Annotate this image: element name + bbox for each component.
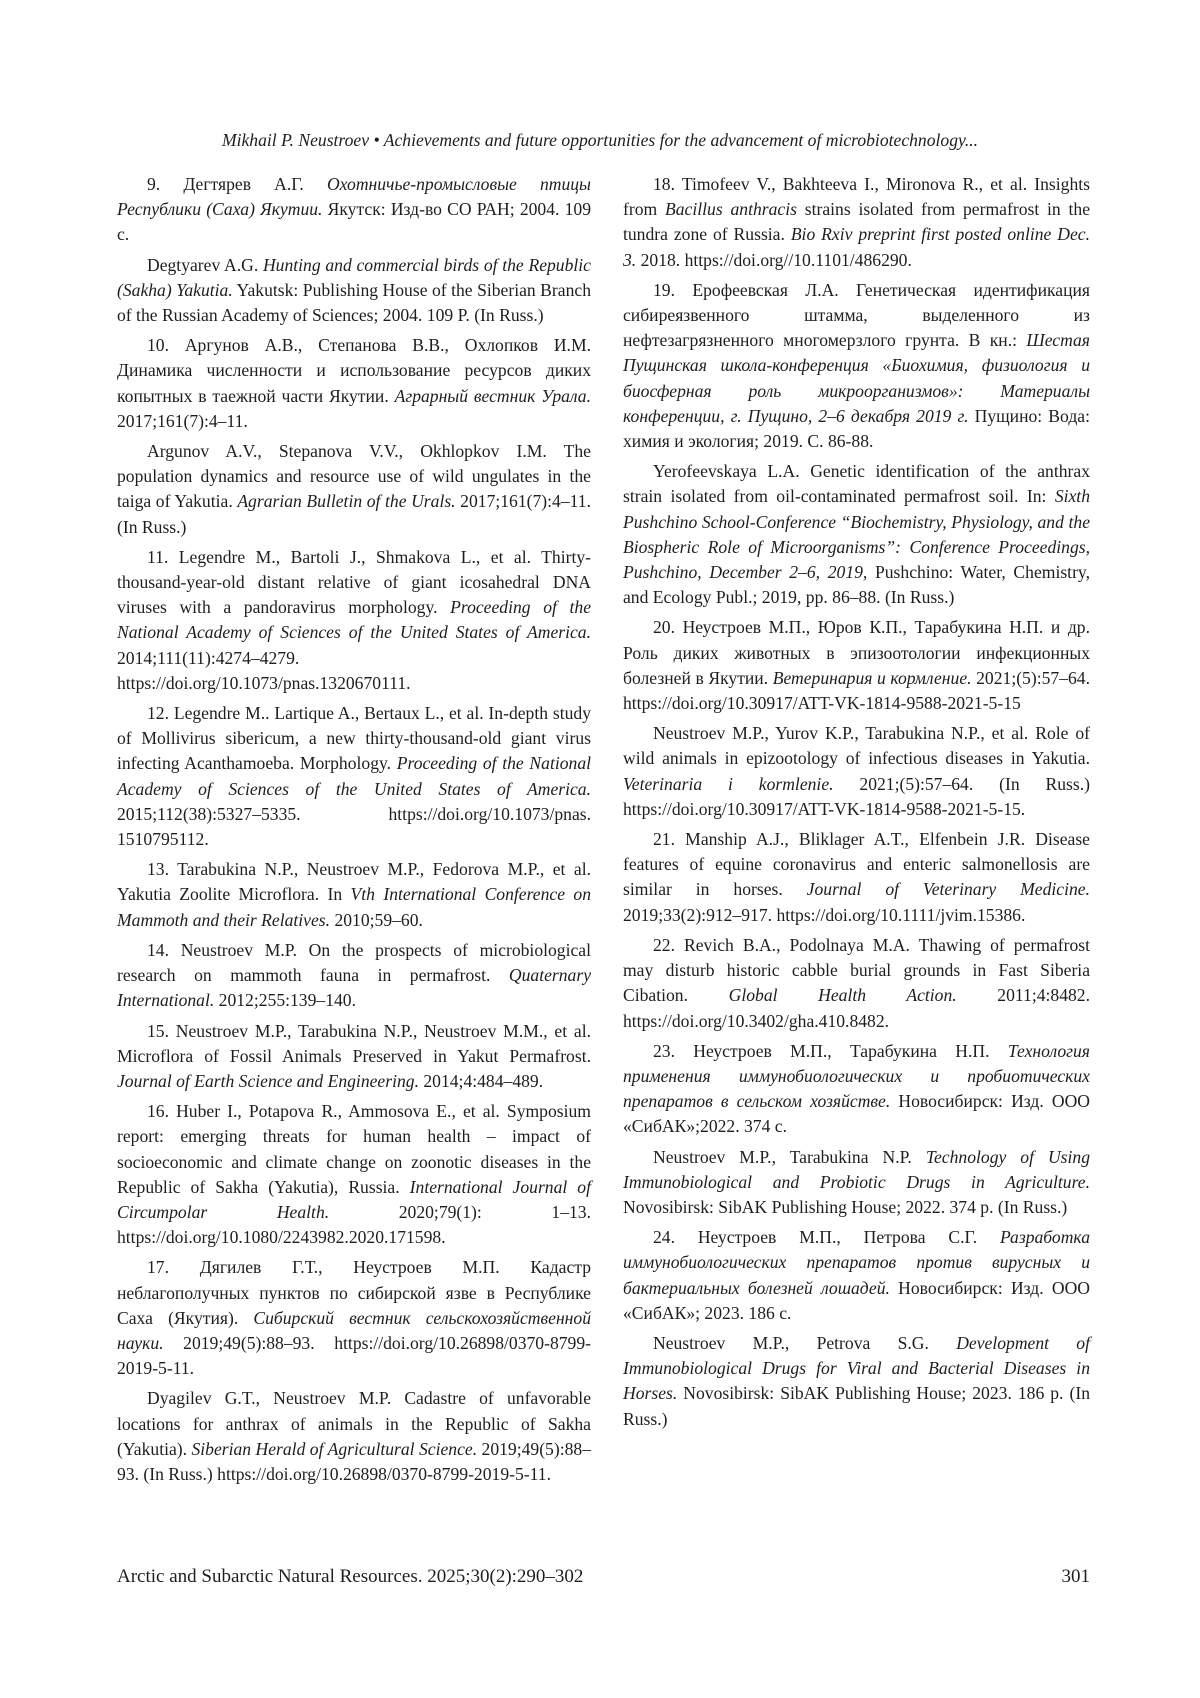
reference-entry (623, 1039, 1090, 1140)
reference-text: Пущино: Вода: химия и экология; 2019. С. 86-88. (623, 405, 1090, 452)
reference-entry (623, 933, 1090, 1034)
reference-text: 14. Neustroev M.P. On the prospects of microbiological research on mammoth fauna in permafrost. (117, 939, 591, 986)
reference-text: Novosibirsk: SibAK Publishing House; 2023. 186 p. (In Russ.) (623, 1383, 1090, 1429)
reference-text: 13. Tarabukina N.P., Neustroev M.P., Fedorova M.P., et al. Yakutia Zoolite Microflora. In (117, 859, 591, 905)
reference-text: Neustroev M.P., Tarabukina N.P. (653, 1146, 926, 1167)
reference-source-title: Bio Rxiv preprint first posted online Dec. 3. (623, 224, 1090, 270)
reference-entry (117, 938, 591, 1014)
reference-text: 2010;59–60. (330, 909, 423, 930)
reference-entry (623, 1225, 1090, 1326)
reference-text: 23. Неустроев М.П., Тарабукина Н.П. (653, 1040, 1008, 1061)
header-author: Mikhail P. Neustroev (221, 130, 370, 150)
reference-source-title: Proceeding of the National Academy of Sciences of the United States of America. (117, 597, 591, 643)
reference-text: Pushchino: Water, Chemistry, and Ecology Publ.; 2019, pp. 86–88. (In Russ.) (623, 562, 1090, 608)
reference-text: Novosibirsk: SibAK Publishing House; 2022. 374 p. (In Russ.) (623, 1196, 1068, 1217)
reference-text: Новосибирск: Изд. ООО «СибАК»;2022. 374 с. (623, 1091, 1091, 1137)
reference-entry (623, 278, 1090, 454)
reference-text: 2017;161(7):4–11. (117, 410, 248, 431)
reference-text: Argunov A.V., Stepanova V.V., Okhlopkov I.M. The population dynamics and resource use of wild ungulates in the taiga of Yakutia. (117, 441, 591, 512)
reference-text: 18. Timofeev V., Bakhteeva I., Mironova R., et al. Insights from (623, 174, 1090, 220)
reference-source-title: Veterinaria i kormlenie. (623, 773, 834, 794)
reference-text: 2015;112(38):5327–5335. https://doi.org/10.1073/pnas. 1510795112. (117, 803, 591, 850)
reference-source-title: Шестая Пущинская школа-конференция «Биохимия, физиология и биосферная роль микроорганизмов»: Материалы конференции, г. Пущино, 2–6 декабря 2019 г. (623, 330, 1090, 426)
reference-text: Degtyarev A.G. (147, 254, 263, 275)
reference-entry (623, 1331, 1090, 1432)
reference-text: 19. Ерофеевская Л.А. Генетическая идентификация сибиреязвенного штамма, выделенного из нефтезагрязненного многомерзлого грунта. В кн.: (623, 279, 1090, 351)
reference-text: 2017;161(7):4–11. (In Russ.) (117, 491, 591, 537)
reference-text: Neustroev M.P., Yurov K.P., Tarabukina N.P., et al. Role of wild animals in epizootology of infectious diseases in Yakutia. (623, 723, 1090, 769)
reference-text: 2019;49(5):88–93. (In Russ.) https://doi.org/10.26898/0370-8799-2019-5-11. (117, 1438, 591, 1484)
reference-source-title: International Journal of Circumpolar Health. (117, 1176, 591, 1222)
header-separator: • (373, 130, 380, 150)
reference-text: strains isolated from permafrost in the tundra zone of Russia. (623, 199, 1091, 245)
reference-source-title: Vth International Conference on Mammoth and their Relatives. (117, 884, 591, 930)
reference-entry (117, 439, 591, 540)
reference-source-title: Аграрный вестник Урала. (394, 385, 592, 406)
reference-entry (117, 172, 591, 248)
footer-journal: Arctic and Subarctic Natural Resources. 2025;30(2):290–302 (117, 1566, 584, 1587)
reference-source-title: Разработка иммунобиологических препаратов против вирусных и бактериальных болезней лошадей. (623, 1227, 1090, 1298)
reference-entry (623, 615, 1090, 716)
reference-source-title: Ветеринария и кормление. (772, 667, 972, 688)
reference-source-title: Journal of Veterinary Medicine. (806, 879, 1090, 900)
reference-text: 2014;4:484–489. (418, 1070, 544, 1091)
reference-entry (117, 1386, 591, 1487)
reference-text: 2019;33(2):912–917. https://doi.org/10.1111/jvim.15386. (623, 904, 1026, 925)
reference-entry (623, 1145, 1090, 1221)
reference-source-title: Technology of Using Immunobiological and Probiotic Drugs in Agriculture. (623, 1146, 1090, 1192)
reference-entry (117, 1019, 591, 1095)
reference-entry (623, 172, 1090, 273)
reference-entry (117, 857, 591, 933)
reference-source-title: Journal of Earth Science and Engineering. (117, 1070, 419, 1091)
reference-text: 20. Неустроев М.П., Юров К.П., Тарабукина Н.П. и др. Роль диких животных в эпизоотологии инфекционных болезней в Якутии. (623, 617, 1090, 688)
running-header (0, 130, 1200, 151)
reference-source-title: Global Health Action. (728, 985, 957, 1006)
reference-text: 11. Legendre M., Bartoli J., Shmakova L., et al. Thirty-thousand-year-old distant relative of giant icosahedral DNA viruses with a pandoravirus morphology. (117, 546, 591, 618)
reference-entry (117, 545, 591, 696)
reference-entry (623, 459, 1090, 610)
reference-text: 2021;(5):57–64. (In Russ.) https://doi.org/10.30917/ATT-VK-1814-9588-2021-5-15. (623, 773, 1090, 819)
reference-source-title: Sixth Pushchino School-Conference “Biochemistry, Physiology, and the Biospheric Role of Microorganisms”: Conference Proceedings, Pushchino, December 2–6, 2019, (623, 486, 1090, 583)
reference-text: 16. Huber I., Potapova R., Ammosova E., et al. Symposium report: emerging threats for human health – impact of socioeconomic and climate change on zoonotic diseases in the Republic of Sakha (Yakutia), Russia. (117, 1101, 591, 1197)
reference-entry (117, 253, 591, 329)
reference-text: 2019;49(5):88–93. https://doi.org/10.26898/0370-8799-2019-5-11. (117, 1332, 591, 1379)
reference-source-title: Hunting and commercial birds of the Republic (Sakha) Yakutia. (117, 254, 591, 300)
reference-text: 15. Neustroev M.P., Tarabukina N.P., Neustroev M.M., et al. Microflora of Fossil Animals Preserved in Yakut Permafrost. (117, 1020, 591, 1066)
reference-text: 2011;4:8482. https://doi.org/10.3402/gha.410.8482. (623, 985, 1090, 1031)
page-footer (117, 1566, 1090, 1588)
reference-source-title: Сибирский вестник сельскохозяйственной науки. (117, 1307, 591, 1353)
references-left-column (117, 172, 591, 1492)
reference-text: 22. Revich B.A., Podolnaya M.A. Thawing of permafrost may disturb historic cabble burial grounds in Fast Siberia Cibation. (623, 934, 1090, 1006)
reference-entry (117, 701, 591, 852)
reference-text: Neustroev M.P., Petrova S.G. (653, 1332, 957, 1353)
page-number: 301 (1061, 1566, 1090, 1587)
reference-text: 2021;(5):57–64. https://doi.org/10.30917/ATT-VK-1814-9588-2021-5-15 (623, 667, 1090, 714)
header-title: Achievements and future opportunities for the advancement of microbiotechnology... (383, 130, 979, 150)
reference-text: 2018. https://doi.org//10.1101/486290. (636, 249, 912, 270)
reference-entry (623, 827, 1090, 928)
reference-text: 21. Manship A.J., Bliklager A.T., Elfenbein J.R. Disease features of equine coronavirus and enteric salmonellosis are similar in horses. (623, 829, 1090, 900)
reference-text: Yakutsk: Publishing House of the Siberian Branch of the Russian Academy of Sciences; 2004. 109 P. (In Russ.) (117, 279, 591, 326)
reference-text: Dyagilev G.T., Neustroev M.P. Cadastre of unfavorable locations for anthrax of animals in the Republic of Sakha (Yakutia). (117, 1388, 591, 1459)
reference-source-title: Bacillus anthracis (665, 199, 797, 220)
reference-source-title: Agrarian Bulletin of the Urals. (237, 491, 456, 512)
reference-text: Yerofeevskaya L.A. Genetic identification of the anthrax strain isolated from oil-contaminated permafrost soil. In: (623, 461, 1090, 507)
reference-source-title: Proceeding of the National Academy of Sciences of the United States of America. (117, 753, 592, 799)
reference-text: 24. Неустроев М.П., Петрова С.Г. (653, 1227, 1000, 1248)
reference-text: Якутск: Изд-во СО РАН; 2004. 109 с. (117, 199, 591, 245)
reference-entry (117, 333, 591, 434)
reference-source-title: Development of Immunobiological Drugs for Viral and Bacterial Diseases in Horses. (623, 1332, 1090, 1404)
reference-source-title: Охотничье-промысловые птицы Республики (Саха) Якутии. (117, 174, 591, 220)
reference-source-title: Технология применения иммунобиологических и пробиотических препаратов в сельском хозяйстве. (623, 1040, 1090, 1112)
reference-source-title: Siberian Herald of Agricultural Science. (191, 1438, 478, 1459)
reference-entry (117, 1255, 591, 1381)
reference-text: 12. Legendre M.. Lartique A., Bertaux L., et al. In-depth study of Mollivirus sibericum, a new thirty-thousand-old giant virus infecting Acanthamoeba. Morphology. (117, 703, 591, 774)
reference-source-title: Quaternary International. (117, 965, 591, 1011)
reference-text: 2014;111(11):4274–4279. https://doi.org/10.1073/pnas.1320670111. (117, 647, 411, 693)
reference-text: 2020;79(1): 1–13. https://doi.org/10.1080/2243982.2020.171598. (117, 1201, 591, 1248)
reference-text: 10. Аргунов А.В., Степанова В.В., Охлопков И.М. Динамика численности и использование ресурсов диких копытных в таежной части Якутии. (117, 335, 591, 406)
reference-text: 9. Дегтярев А.Г. (147, 174, 327, 194)
reference-text: Новосибирск: Изд. ООО «СибАК»; 2023. 186 с. (623, 1277, 1090, 1323)
reference-entry (623, 721, 1090, 822)
reference-entry (117, 1099, 591, 1250)
reference-text: 17. Дягилев Г.Т., Неустроев М.П. Кадастр неблагополучных пунктов по сибирской язве в Республике Саха (Якутия). (117, 1257, 591, 1328)
reference-text: 2012;255:139–140. (214, 990, 356, 1011)
references-right-column (623, 172, 1090, 1437)
